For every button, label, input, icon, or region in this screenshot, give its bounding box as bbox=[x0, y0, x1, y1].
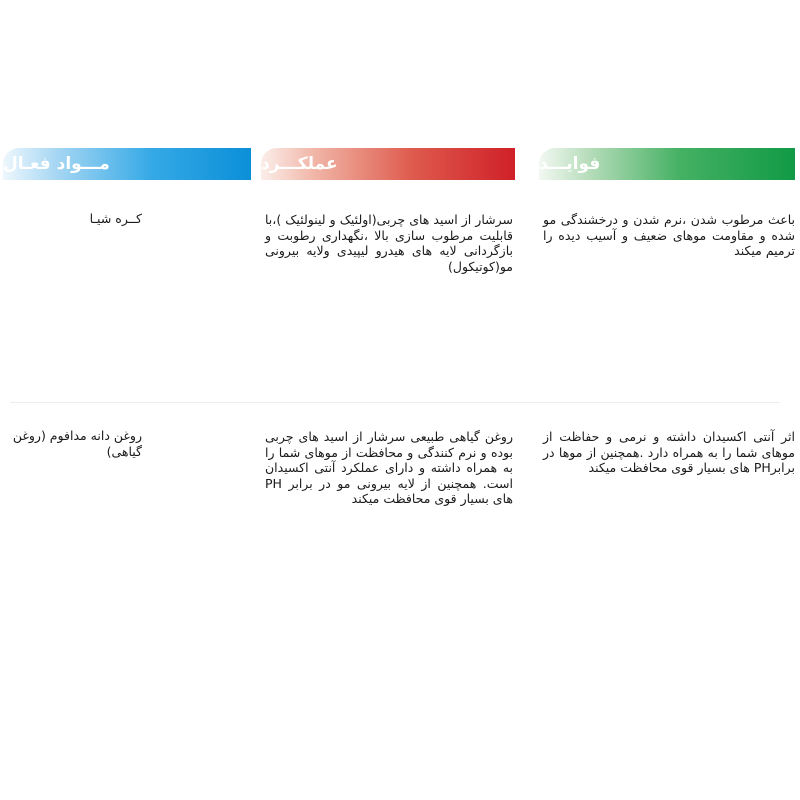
header-benefits bbox=[539, 148, 795, 180]
row1-function-text: سرشار از اسید های چربی(اولئیک و لینولئیک )،با قابلیت مرطوب سازی بالا ،نگهداری رطوبت و بازگردانی لایه های هیدرو لیپیدی ولایه بیرونی مو(کوتیکول) bbox=[265, 212, 513, 274]
header-function-label: عملکـــرد bbox=[261, 154, 338, 174]
row-divider bbox=[10, 402, 780, 403]
row1-benefits-text: باعث مرطوب شدن ،نرم شدن و درخشندگی مو شده و مقاومت موهای ضعیف و آسیب دیده را ترمیم میکند bbox=[543, 212, 795, 258]
header-benefits-label: فوایـــد bbox=[539, 154, 601, 174]
header-ingredients-label: مـــواد فعـال bbox=[3, 154, 110, 174]
header-ingredients bbox=[3, 148, 251, 180]
row2-ingredient-text: روغن دانه مدافوم (روغن گیاهی) bbox=[12, 428, 142, 459]
row2-benefits-text: اثر آنتی اکسیدان داشته و نرمی و حفاظت از موهای شما را به همراه دارد .همچنین از موها در برابرPH های بسیار قوی محافظت میکند bbox=[543, 429, 795, 475]
row2-function-text: روغن گیاهی طبیعی سرشار از اسید های چربی بوده و نرم کنندگی و محافظت از موهای شما را به همراه داشته و دارای عملکرد آنتی اکسیدان است. همچنین از لایه بیرونی مو در برابر PH های بسیار قوی محافظت میکند bbox=[265, 429, 513, 506]
header-function bbox=[261, 148, 515, 180]
row1-ingredient-text: کــره شیـا bbox=[89, 211, 142, 226]
